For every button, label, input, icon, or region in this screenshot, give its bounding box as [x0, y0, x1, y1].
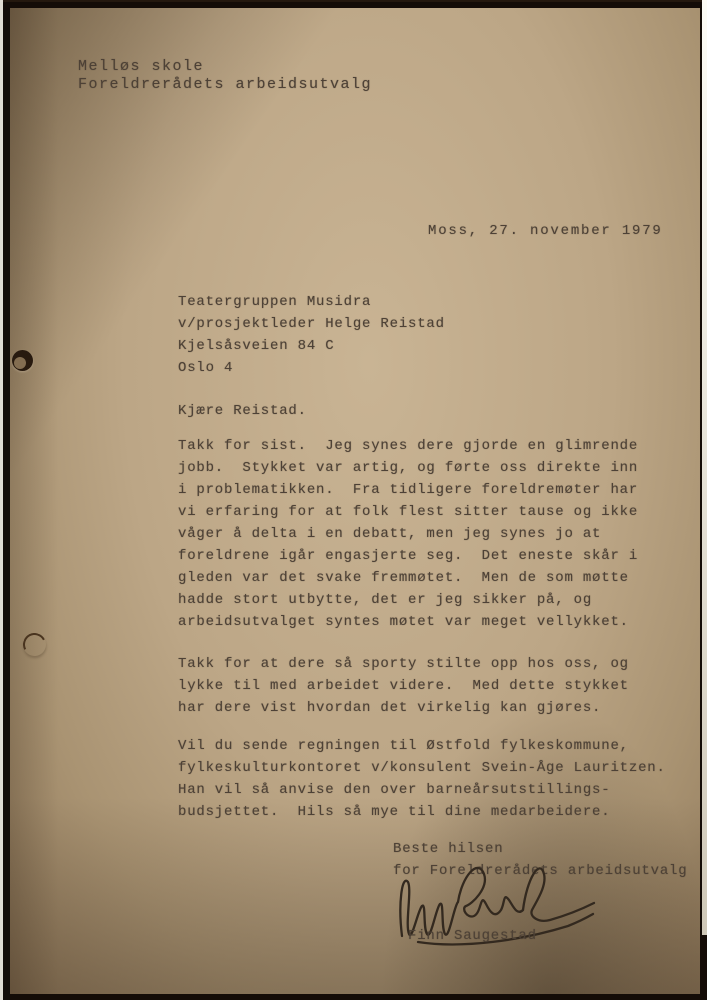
- letter-line: arbeidsutvalget syntes møtet var meget vellykket.: [178, 614, 629, 630]
- letter-line: Foreldrerådets arbeidsutvalg: [78, 76, 373, 93]
- letter-line: foreldrene igår engasjerte seg. Det eneste skår i: [178, 548, 639, 564]
- recipient-block: [178, 291, 445, 379]
- letter-line: fylkeskulturkontoret v/konsulent Svein-Åge Lauritzen.: [178, 760, 666, 776]
- letter-line: Han vil så anvise den over barneårsutstillings-: [178, 782, 611, 798]
- dateline: Moss, 27. november 1979: [428, 223, 663, 239]
- letter-line: Beste hilsen: [393, 841, 504, 857]
- right-edge-highlight: [702, 0, 707, 935]
- letter-line: Takk for sist. Jeg synes dere gjorde en glimrende: [178, 438, 639, 454]
- letter-paper: [10, 8, 700, 994]
- punch-hole-bottom: [20, 630, 49, 659]
- letter-line: hadde stort utbytte, det er jeg sikker på, og: [178, 592, 593, 608]
- letter-line: Vil du sende regningen til Østfold fylkeskommune,: [178, 738, 629, 754]
- letter-line: lykke til med arbeidet videre. Med dette stykket: [178, 678, 629, 694]
- body-paragraph-2: [178, 653, 629, 719]
- letter-line: våger å delta i en debatt, men jeg synes jo at: [178, 526, 602, 542]
- letter-line: gleden var det svake fremmøtet. Men de som møtte: [178, 570, 629, 586]
- letter-line: Takk for at dere så sporty stilte opp hos oss, og: [178, 656, 629, 672]
- sender-block: [78, 58, 372, 94]
- letter-line: budsjettet. Hils så mye til dine medarbeidere.: [178, 804, 611, 820]
- body-paragraph-1: [178, 435, 638, 633]
- body-paragraph-3: [178, 735, 666, 823]
- letter-line: Teatergruppen Musidra: [178, 294, 372, 310]
- punch-hole-top: [12, 350, 33, 371]
- signature-name: Finn Saugestad: [408, 928, 537, 944]
- letter-line: har dere vist hvordan det virkelig kan gjøres.: [178, 700, 602, 716]
- left-edge-highlight: [0, 0, 3, 1000]
- dateline-block: [428, 220, 663, 242]
- letter-line: Oslo 4: [178, 360, 234, 376]
- typed-signature-name: [408, 925, 537, 947]
- salutation: Kjære Reistad.: [178, 403, 307, 419]
- letter-line: i problematikken. Fra tidligere foreldremøter har: [178, 482, 639, 498]
- letter-line: vi erfaring for at folk flest sitter tause og ikke: [178, 504, 639, 520]
- salutation-block: [178, 400, 307, 422]
- letter-line: Melløs skole: [78, 58, 205, 75]
- letter-line: Kjelsåsveien 84 C: [178, 338, 335, 354]
- letter-line: for Foreldrerådets arbeidsutvalg: [393, 863, 688, 879]
- letter-line: jobb. Stykket var artig, og førte oss direkte inn: [178, 460, 639, 476]
- letter-line: v/prosjektleder Helge Reistad: [178, 316, 445, 332]
